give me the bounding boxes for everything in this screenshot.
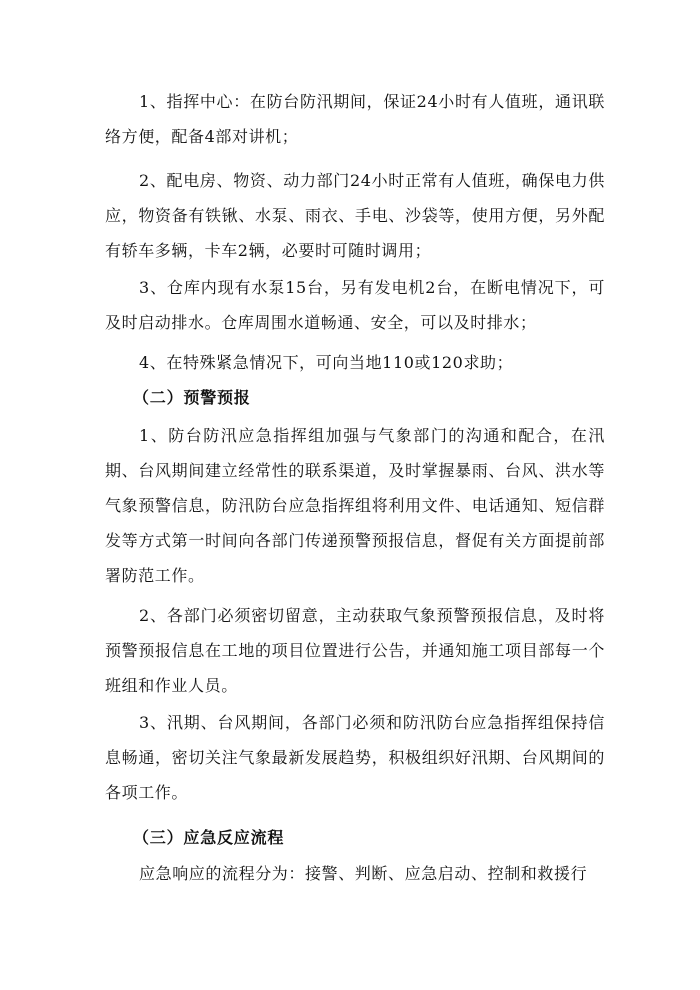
- section-heading-2: （二）预警预报: [133, 388, 251, 407]
- paragraph-1: 1、指挥中心：在防台防汛期间，保证24小时有人值班，通讯联络方便，配备4部对讲机；: [105, 92, 605, 146]
- paragraph-4: 4、在特殊紧急情况下，可向当地110或120求助；: [139, 353, 514, 372]
- section-heading-3: （三）应急反应流程: [133, 828, 285, 847]
- paragraph-6: 2、各部门必须密切留意，主动获取气象预警预报信息，及时将预警预报信息在工地的项目位置进行公告，并通知施工项目部每一个班组和作业人员。: [105, 606, 605, 695]
- paragraph-final: 应急响应的流程分为：接警、判断、应急启动、控制和救援行: [139, 864, 588, 883]
- paragraph-7: 3、汛期、台风期间，各部门必须和防汛防台应急指挥组保持信息畅通，密切关注气象最新发展趋势，积极组织好汛期、台风期间的各项工作。: [105, 713, 605, 802]
- paragraph-2: 2、配电房、物资、动力部门24小时正常有人值班，确保电力供应，物资备有铁锹、水泵、雨衣、手电、沙袋等，使用方便，另外配有轿车多辆，卡车2辆，必要时可随时调用；: [105, 171, 605, 260]
- paragraph-5: 1、防台防汛应急指挥组加强与气象部门的沟通和配合，在汛期、台风期间建立经常性的联系渠道，及时掌握暴雨、台风、洪水等气象预警信息，防汛防台应急指挥组将利用文件、电话通知、短信群发等方式第一时间向各部门传递预警预报信息，督促有关方面提前部署防范工作。: [105, 426, 605, 585]
- paragraph-3: 3、仓库内现有水泵15台，另有发电机2台，在断电情况下，可及时启动排水。仓库周围水道畅通、安全，可以及时排水；: [105, 278, 605, 332]
